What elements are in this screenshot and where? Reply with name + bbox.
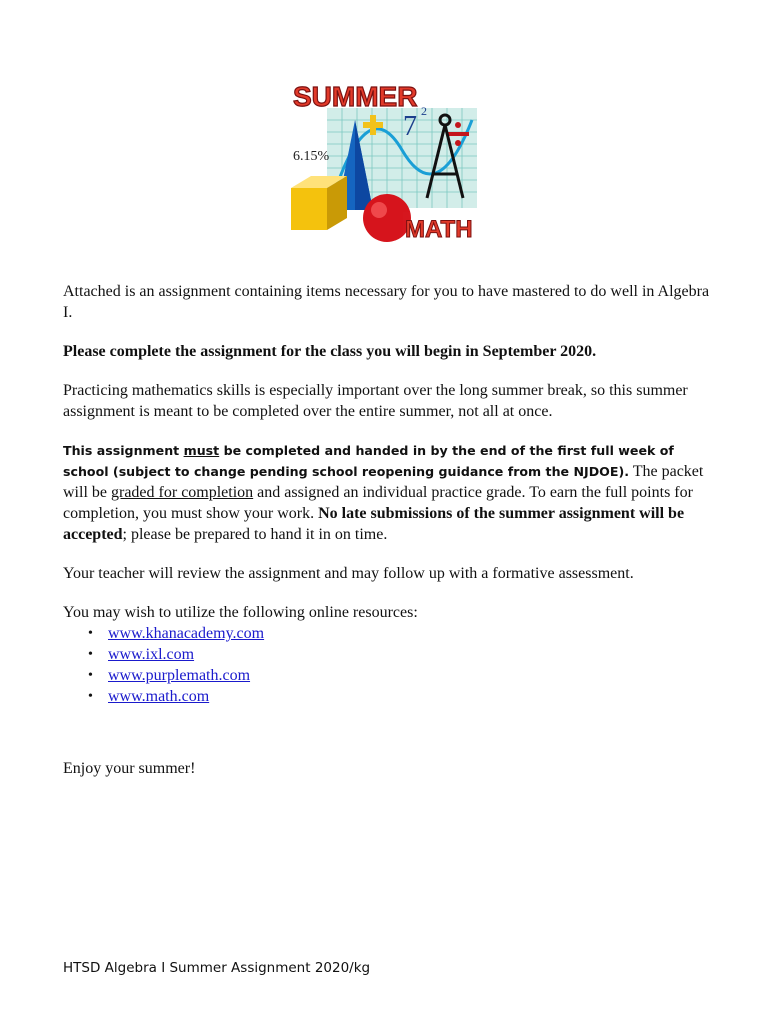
deadline-text: This assignment must be completed and handed in by the end of the first full week of school (subject to change pending school reopening guidance from the NJDOE).: [63, 443, 674, 479]
summer-math-logo: [287, 80, 483, 245]
list-item: [108, 665, 713, 686]
late-policy-text: No late submissions of the summer assignment will be accepted: [63, 505, 685, 543]
svg-text:6.15%: 6.15%: [293, 149, 330, 164]
intro-paragraph: Attached is an assignment containing items necessary for you to have mastered to do well in Algebra I.: [63, 283, 710, 321]
link-ixl[interactable]: www.ixl.com: [108, 646, 195, 663]
practice-paragraph: Practicing mathematics skills is especially important over the long summer break, so this summer assignment is meant to be completed over the entire summer, not all at once.: [63, 382, 688, 420]
list-item: [108, 644, 713, 665]
review-paragraph: Your teacher will review the assignment and may follow up with a formative assessment.: [63, 565, 634, 582]
list-item: [108, 623, 713, 644]
letter-body: [63, 281, 713, 707]
page-footer: HTSD Algebra I Summer Assignment 2020/kg: [63, 960, 371, 976]
link-khanacademy[interactable]: www.khanacademy.com: [108, 625, 265, 642]
graded-underlined: graded for completion: [111, 484, 254, 501]
list-item: [108, 686, 713, 707]
svg-text:2: 2: [421, 104, 427, 118]
svg-text:7: 7: [403, 111, 417, 142]
resources-section: [63, 602, 713, 707]
closing-text: Enjoy your summer!: [63, 760, 196, 777]
link-purplemath[interactable]: www.purplemath.com: [108, 667, 251, 684]
grading-paragraph: This assignment must be completed and handed in by the end of the first full week of school (subject to change pending school reopening guidance from the NJDOE). The packet will be graded for completion and assigned an individual practice grade. To earn the full points for completion, you must show your work. No late submissions of the summer assignment will be accepted; please be prepared to hand it in on time.: [63, 443, 704, 543]
link-math[interactable]: www.math.com: [108, 688, 210, 705]
instruction-heading: Please complete the assignment for the class you will begin in September 2020.: [63, 343, 597, 360]
logo-summer-text: SUMMER: [293, 81, 418, 112]
resources-intro: You may wish to utilize the following online resources:: [63, 604, 418, 621]
logo-math-text: MATH: [405, 216, 473, 243]
resources-list: [63, 623, 713, 707]
